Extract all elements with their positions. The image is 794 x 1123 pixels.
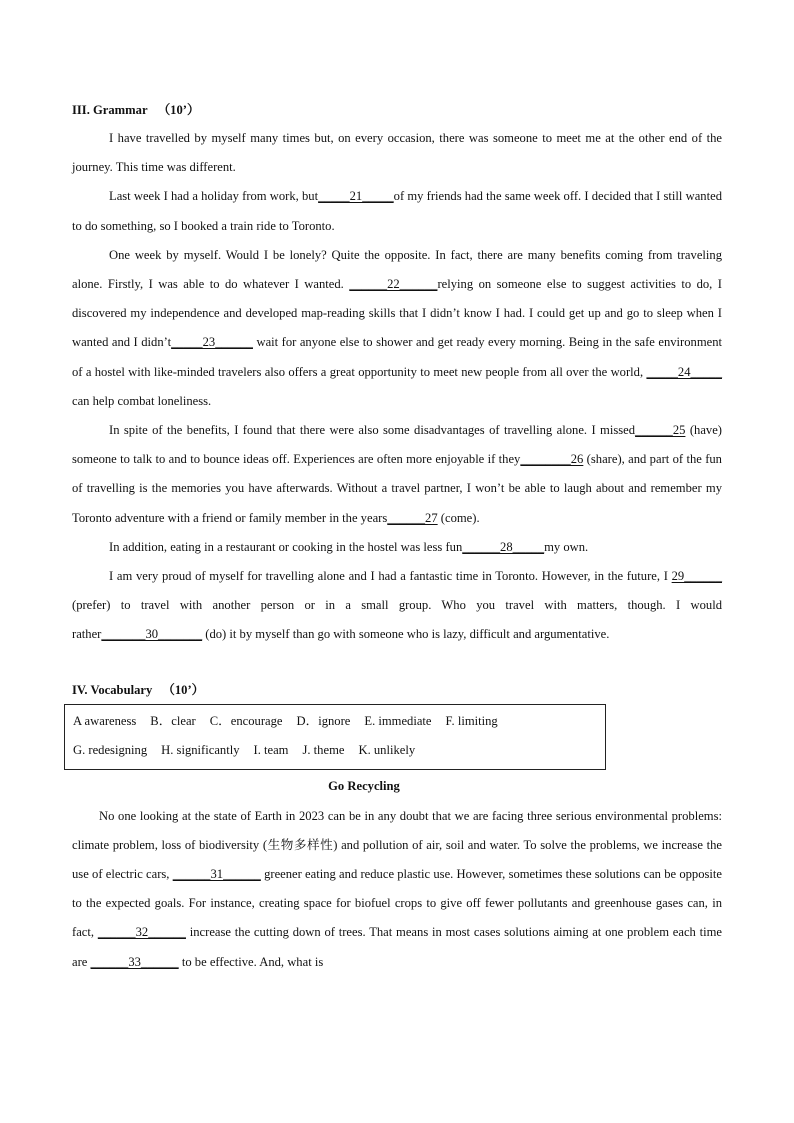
worksheet-page [72, 96, 722, 977]
answer-blank[interactable]: ______22______ [349, 277, 438, 292]
vocabulary-heading-text: IV. Vocabulary [72, 682, 153, 697]
grammar-points: （10’） [157, 103, 200, 117]
word-option: H. significantly [161, 742, 240, 757]
word-option: I. team [253, 742, 289, 757]
passage-text: (come). [437, 510, 480, 525]
answer-blank[interactable]: ______31______ [172, 867, 261, 882]
passage-text: to be effective. And, what is [178, 954, 324, 969]
passage-text: I have travelled by myself many times but, on every occasion, there was someone to meet me at the other end of the journey. This time was different. [72, 131, 722, 175]
grammar-passage [72, 124, 722, 650]
passage-text: In spite of the benefits, I found that there were also some disadvantages of travelling alone. I missed [109, 423, 636, 438]
answer-blank[interactable]: _____24_____ [646, 364, 722, 379]
grammar-paragraph [72, 562, 722, 650]
passage-text: (prefer) to travel with another person or in a small group. Who you travel with matters, though. I would rather [72, 598, 722, 642]
passage-text: I am very proud of myself for travelling alone and I had a fantastic time in Toronto. However, in the future, I [109, 569, 672, 584]
word-bank-row [73, 736, 605, 765]
word-option: K. unlikely [358, 742, 416, 757]
word-option: C．encourage [209, 713, 283, 728]
grammar-paragraph [72, 182, 722, 240]
passage-text: (have) someone to talk to and to bounce ideas off. Experiences are often more enjoyable if they [72, 423, 722, 467]
grammar-heading [72, 96, 722, 124]
passage-text: In addition, eating in a restaurant or cooking in the hostel was less fun [109, 539, 463, 554]
answer-blank[interactable]: ______25 [635, 423, 686, 438]
grammar-paragraph [72, 241, 722, 416]
passage-text: relying on someone else to suggest activities to do, I discovered my independence and developed map-reading skills that I didn’t know I had. I could get up and go to sleep when I wanted and I didn’t [72, 277, 722, 350]
grammar-paragraph [72, 416, 722, 533]
passage-text: my own. [544, 539, 589, 554]
word-bank-row [73, 707, 605, 736]
answer-blank[interactable]: _____23______ [171, 335, 253, 350]
answer-blank[interactable]: _______30_______ [101, 627, 203, 642]
passage-text: increase the cutting down of trees. That means in most cases solutions aiming at one problem each time are [72, 925, 722, 969]
passage-text: Last week I had a holiday from work, but [109, 189, 319, 204]
answer-blank[interactable]: ______28_____ [462, 539, 545, 554]
passage-title: Go Recycling [328, 778, 400, 793]
vocabulary-heading [72, 676, 722, 704]
answer-blank[interactable]: ______33______ [90, 954, 179, 969]
vocabulary-passage [72, 802, 722, 977]
grammar-heading-text: III. Grammar [72, 103, 148, 117]
word-option: G. redesigning [73, 742, 148, 757]
word-option: D．ignore [296, 713, 351, 728]
passage-text: greener eating and reduce plastic use. However, sometimes these solutions can be opposite to the expected goals. For instance, creating space for biofuel crops to give off fewer pollutants and greenhouse gases can, in fact, [72, 867, 722, 940]
answer-blank[interactable]: _____21_____ [318, 189, 394, 204]
grammar-paragraph [72, 533, 722, 562]
word-option: A awareness [73, 713, 137, 728]
word-option: B．clear [150, 713, 196, 728]
word-option: J. theme [302, 742, 345, 757]
answer-blank[interactable]: ______27 [387, 510, 438, 525]
word-option: E. immediate [364, 713, 432, 728]
passage-text: of my friends had the same week off. I decided that I still wanted to do something, so I booked a train ride to Toronto. [72, 189, 722, 233]
passage-text: (do) it by myself than go with someone who is lazy, difficult and argumentative. [202, 627, 610, 642]
passage-text: (share), and part of the fun of travelling is the memories you have afterwards. Without a travel partner, I won’t be able to laugh about and remember my Toronto adventure with a friend or family member in the years [72, 452, 722, 525]
answer-blank[interactable]: 29______ [671, 569, 722, 584]
passage-text: No one looking at the state of Earth in 2023 can be in any doubt that we are facing three serious environmental problems: climate problem, loss of biodiversity (生物多样性) and pollution of air, soil and water. To solve the problems, we increase the use of electric cars, [72, 808, 722, 882]
passage-text: wait for anyone else to shower and get ready every morning. Being in the safe environment of a hostel with like-minded travelers also offers a great opportunity to meet new people from all over the world, [72, 335, 723, 379]
grammar-paragraph [72, 124, 722, 182]
vocabulary-points: （10’） [162, 682, 205, 697]
word-bank-box [64, 704, 606, 770]
passage-text: One week by myself. Would I be lonely? Quite the opposite. In fact, there are many benefits coming from traveling alone. Firstly, I was able to do whatever I wanted. [72, 247, 722, 292]
answer-blank[interactable]: ________26 [520, 452, 584, 467]
passage-text: can help combat loneliness. [72, 393, 212, 408]
word-option: F. limiting [445, 713, 498, 728]
answer-blank[interactable]: ______32______ [97, 925, 186, 940]
